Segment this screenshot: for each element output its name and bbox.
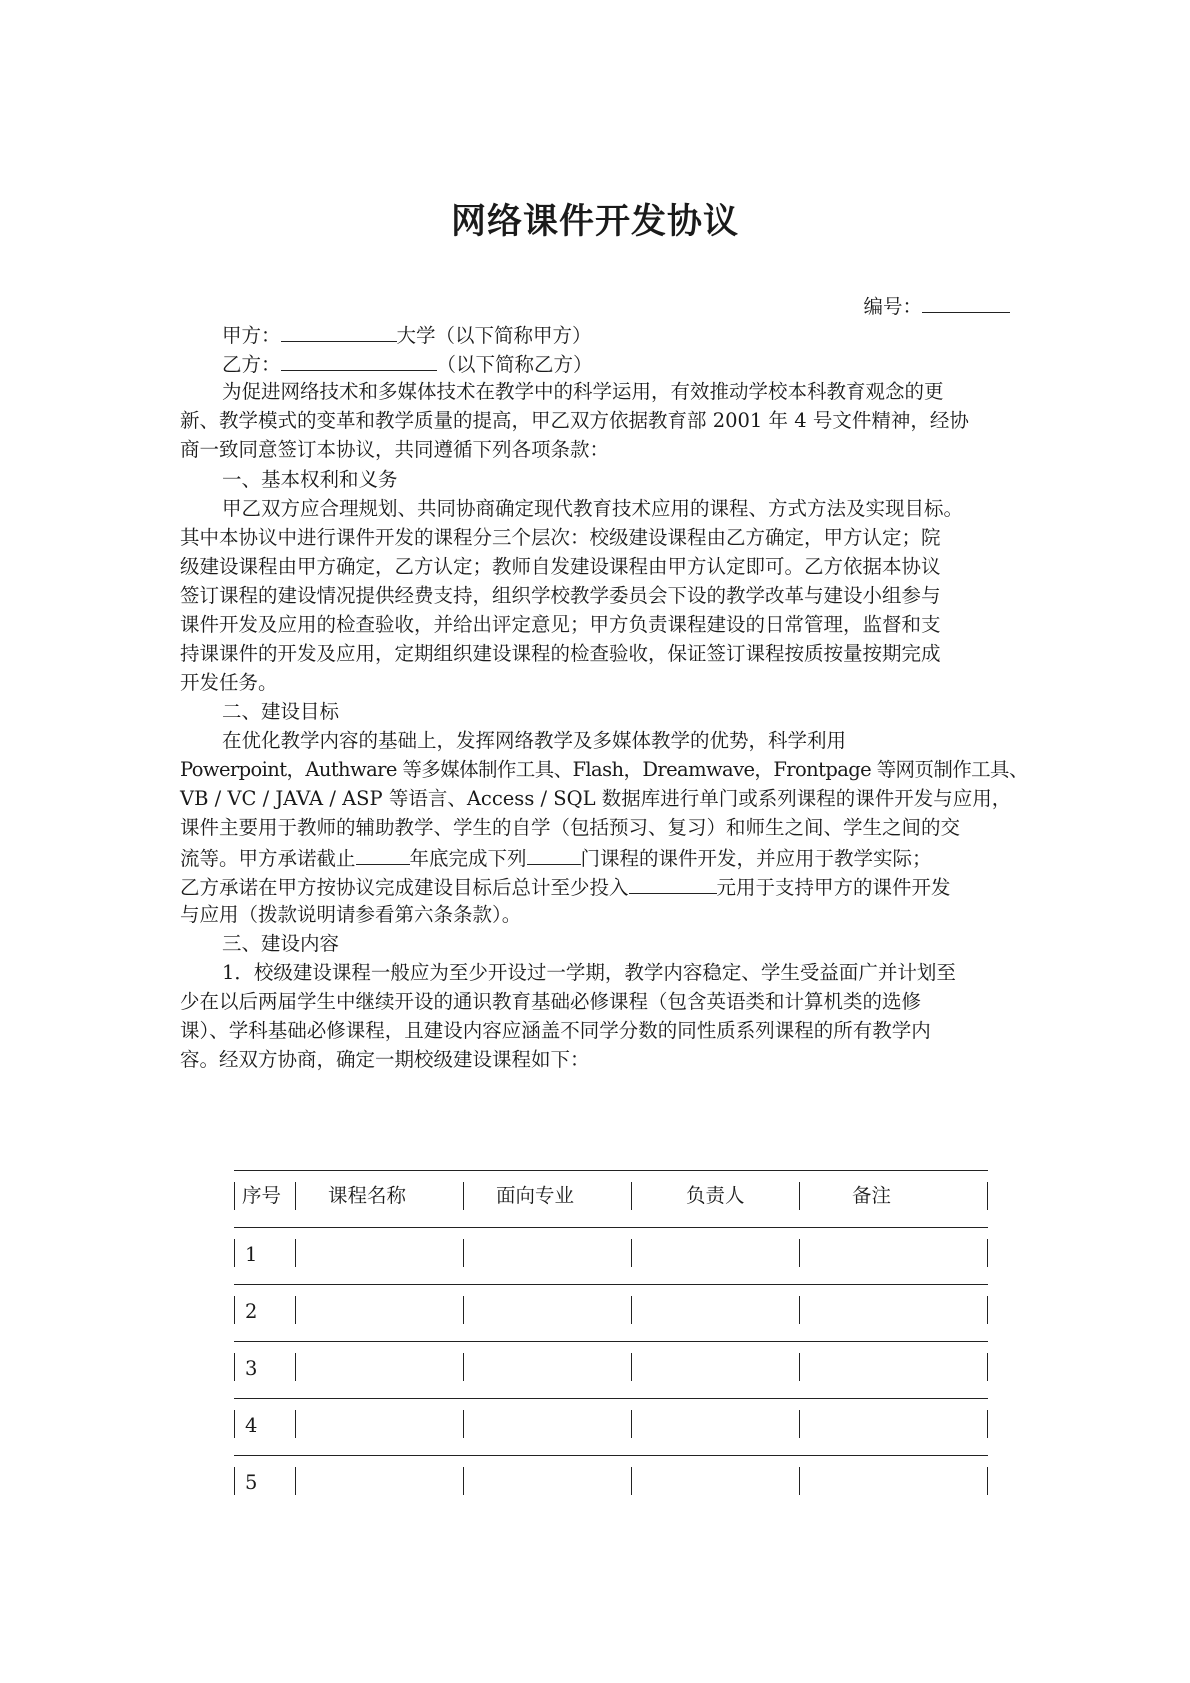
table-divider [234,1239,235,1267]
section-3-line: 容。经双方协商，确定一期校级建设课程如下： [180,1048,590,1071]
section-1-line: 其中本协议中进行课件开发的课程分三个层次：校级建设课程由乙方确定，甲方认定；院 [180,526,941,549]
table-divider [631,1353,632,1381]
table-divider [463,1182,464,1210]
text-segment: 门课程的课件开发，并应用于教学实际； [580,847,932,870]
table-row-index: 3 [245,1357,258,1380]
section-2-pledge-line [180,844,1020,872]
table-divider [987,1410,988,1438]
party-a-blank[interactable] [281,321,397,342]
table-rule [234,1341,988,1342]
table-divider [463,1296,464,1324]
section-2-funding-line [180,873,1020,901]
table-rule [234,1170,988,1171]
table-divider [234,1353,235,1381]
table-divider [631,1182,632,1210]
section-1-line: 开发任务。 [180,671,278,694]
section-1-line: 级建设课程由甲方确定，乙方认定；教师自发建设课程由甲方认定即可。乙方依据本协议 [180,555,941,578]
table-rule [234,1455,988,1456]
table-divider [631,1239,632,1267]
section-1-line: 签订课程的建设情况提供经费支持，组织学校教学委员会下设的教学改革与建设小组参与 [180,584,941,607]
section-3-line: 1．校级建设课程一般应为至少开设过一学期，教学内容稳定、学生受益面广并计划至 [222,961,956,984]
table-divider [234,1296,235,1324]
table-divider [987,1353,988,1381]
party-a-label: 甲方： [222,324,281,347]
table-divider [631,1296,632,1324]
section-1-heading: 一、基本权利和义务 [222,468,398,491]
serial-number-blank[interactable] [922,292,1010,313]
section-2-line: Powerpoint，Authware 等多媒体制作工具、Flash，Dreamwave，Frontpage 等网页制作工具、 [180,758,1028,781]
table-divider [295,1353,296,1381]
table-divider [295,1467,296,1495]
section-3-line: 少在以后两届学生中继续开设的通识教育基础必修课程（包含英语类和计算机类的选修 [180,990,922,1013]
table-divider [799,1296,800,1324]
course-count-blank[interactable] [527,844,581,865]
table-divider [799,1239,800,1267]
table-divider [463,1353,464,1381]
table-rule [234,1284,988,1285]
table-rule [234,1398,988,1399]
table-divider [234,1410,235,1438]
table-divider [799,1467,800,1495]
table-divider [463,1410,464,1438]
deadline-year-blank[interactable] [356,844,410,865]
table-row-index: 1 [245,1243,258,1266]
table-divider [234,1467,235,1495]
party-a-suffix: 大学（以下简称甲方） [396,324,592,347]
table-divider [463,1239,464,1267]
table-divider [987,1467,988,1495]
table-rule [234,1227,988,1228]
section-2-line: 课件主要用于教师的辅助教学、学生的自学（包括预习、复习）和师生之间、学生之间的交 [180,816,961,839]
section-3-line: 课）、学科基础必修课程，且建设内容应涵盖不同学分数的同性质系列课程的所有教学内 [180,1019,931,1042]
text-segment: 元用于支持甲方的课件开发 [716,876,951,899]
serial-number-line [0,292,1010,320]
table-header-index: 序号 [242,1184,282,1207]
text-segment: 流等。甲方承诺截止 [180,847,356,870]
table-row-index: 2 [245,1300,258,1323]
party-a-line [222,321,1062,349]
table-row-index: 4 [245,1414,258,1437]
table-divider [234,1182,235,1210]
table-divider [295,1182,296,1210]
table-divider [799,1182,800,1210]
table-header-owner: 负责人 [686,1184,745,1207]
table-header-course-name: 课程名称 [328,1184,407,1207]
table-row-index: 5 [245,1471,258,1494]
table-divider [631,1410,632,1438]
table-divider [295,1410,296,1438]
text-segment: 年底完成下列 [409,847,527,870]
funding-amount-blank[interactable] [629,873,717,894]
section-2-heading: 二、建设目标 [222,700,340,723]
section-3-heading: 三、建设内容 [222,932,340,955]
serial-number-label: 编号： [863,295,922,318]
table-divider [799,1353,800,1381]
intro-line: 新、教学模式的变革和教学质量的提高，甲乙双方依据教育部 2001 年 4 号文件精神，经协 [180,409,969,432]
section-1-line: 课件开发及应用的检查验收，并给出评定意见；甲方负责课程建设的日常管理，监督和支 [180,613,941,636]
section-2-line: 在优化教学内容的基础上，发挥网络教学及多媒体教学的优势，科学利用 [222,729,847,752]
section-1-line: 甲乙双方应合理规划、共同协商确定现代教育技术应用的课程、方式方法及实现目标。 [222,497,964,520]
section-2-line: 与应用（拨款说明请参看第六条条款）。 [180,903,522,926]
table-header-notes: 备注 [852,1184,892,1207]
table-divider [295,1296,296,1324]
party-b-blank[interactable] [281,350,437,371]
section-2-line: VB / VC / JAVA / ASP 等语言、Access / SQL 数据库进行单门或系列课程的课件开发与应用， [180,787,1012,810]
text-segment: 乙方承诺在甲方按协议完成建设目标后总计至少投入 [180,876,629,899]
party-b-label: 乙方： [222,353,281,376]
party-b-line [222,350,1062,378]
table-divider [987,1182,988,1210]
section-1-line: 持课课件的开发及应用，定期组织建设课程的检查验收，保证签订课程按质按量按期完成 [180,642,941,665]
table-divider [799,1410,800,1438]
table-divider [295,1239,296,1267]
document-title: 网络课件开发协议 [450,202,739,242]
intro-line: 商一致同意签订本协议，共同遵循下列各项条款： [180,438,610,461]
table-divider [987,1296,988,1324]
table-header-major: 面向专业 [496,1184,575,1207]
table-divider [987,1239,988,1267]
table-divider [463,1467,464,1495]
intro-line: 为促进网络技术和多媒体技术在教学中的科学运用，有效推动学校本科教育观念的更 [222,380,944,403]
party-b-suffix: （以下简称乙方） [436,353,593,376]
table-divider [631,1467,632,1495]
